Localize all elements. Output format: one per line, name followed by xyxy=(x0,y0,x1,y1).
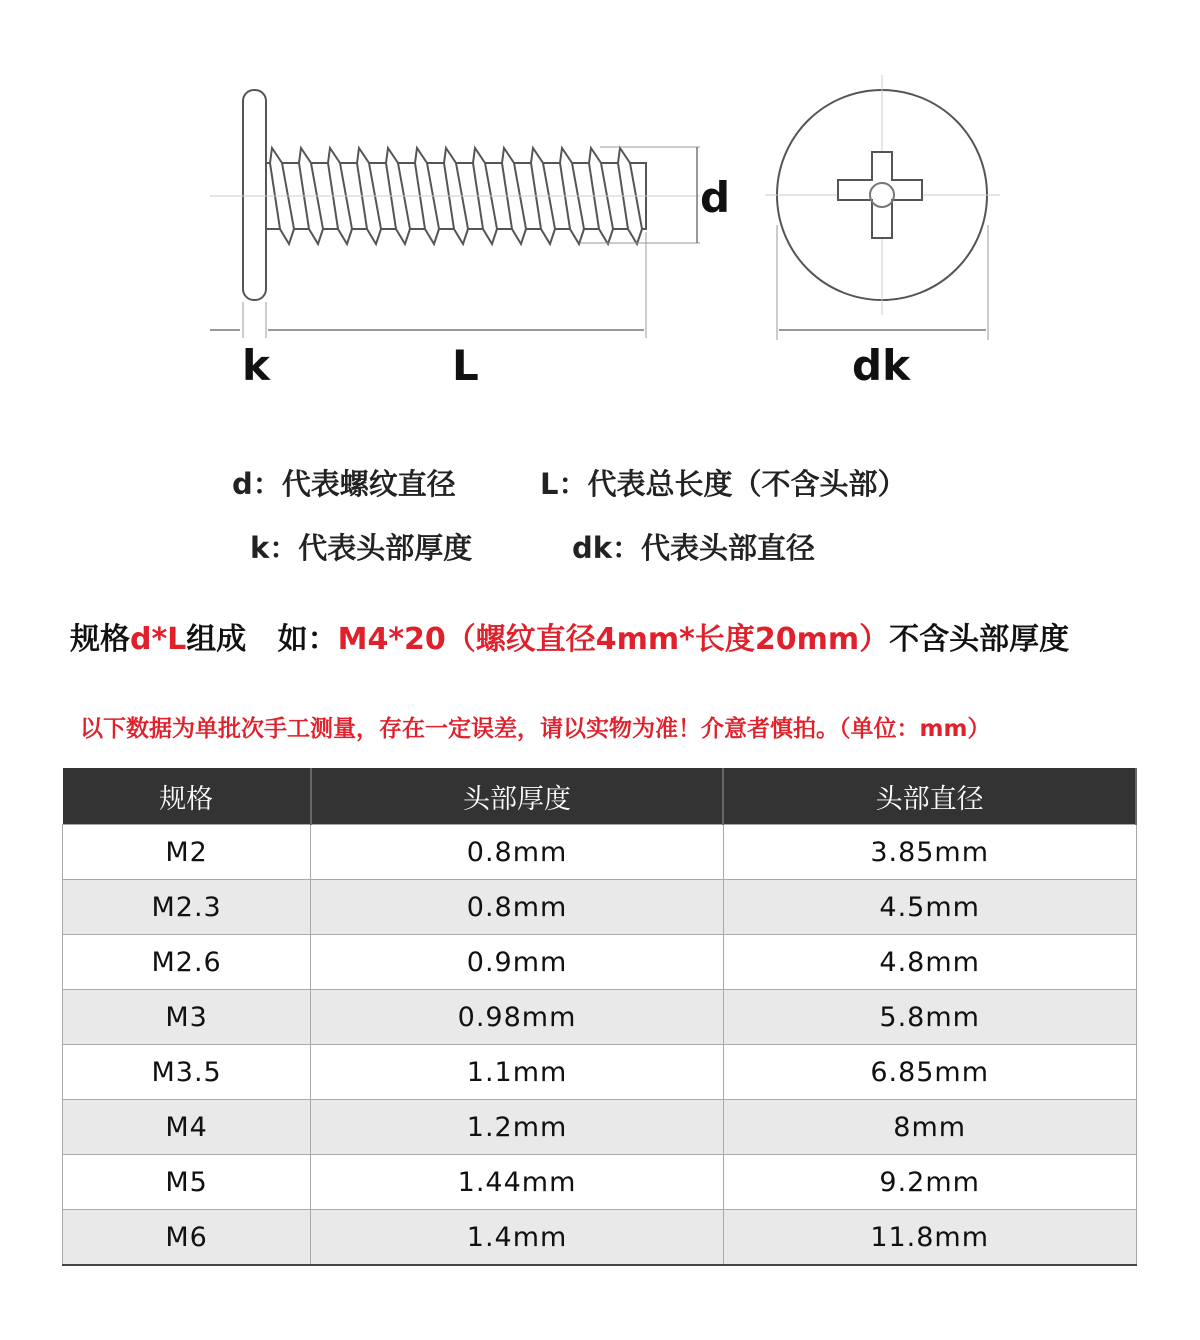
table-cell: 5.8mm xyxy=(723,990,1136,1045)
table-cell: 1.1mm xyxy=(311,1045,724,1100)
spec-suffix: 组成 xyxy=(186,622,247,657)
screw-head-side xyxy=(243,90,266,300)
table-cell: M4 xyxy=(63,1100,311,1155)
table-cell: M2.6 xyxy=(63,935,311,990)
table-cell: M5 xyxy=(63,1155,311,1210)
table-cell: 9.2mm xyxy=(723,1155,1136,1210)
table-cell: M3.5 xyxy=(63,1045,311,1100)
screw-diagram xyxy=(0,0,1200,400)
table-cell: M3 xyxy=(63,990,311,1045)
label-d: d xyxy=(700,173,731,222)
table-cell: 3.85mm xyxy=(723,825,1136,880)
column-header: 规格 xyxy=(63,768,311,825)
table-cell: 8mm xyxy=(723,1100,1136,1155)
table-cell: 1.4mm xyxy=(311,1210,724,1266)
table-row xyxy=(63,1155,1137,1210)
table-row xyxy=(63,825,1137,880)
spec-tail: 不含头部厚度 xyxy=(889,622,1070,657)
table-cell: M2 xyxy=(63,825,311,880)
table-cell: 0.8mm xyxy=(311,880,724,935)
legend-dk: dk：代表头部直径 xyxy=(572,531,816,565)
table-row xyxy=(63,1100,1137,1155)
table-cell: 0.8mm xyxy=(311,825,724,880)
spec-example: M4*20（螺纹直径4mm*长度20mm） xyxy=(337,622,890,657)
legend-d: d：代表螺纹直径 xyxy=(232,467,456,501)
spec-example-label: 如： xyxy=(277,622,338,657)
table-cell: 4.8mm xyxy=(723,935,1136,990)
table-row xyxy=(63,1045,1137,1100)
table-cell: 4.5mm xyxy=(723,880,1136,935)
label-k: k xyxy=(242,341,270,390)
table-row xyxy=(63,1210,1137,1266)
table-row xyxy=(63,880,1137,935)
table-cell: M2.3 xyxy=(63,880,311,935)
legend-k: k：代表头部厚度 xyxy=(250,531,473,565)
table-row xyxy=(63,935,1137,990)
column-header: 头部直径 xyxy=(723,768,1136,825)
table-row xyxy=(63,990,1137,1045)
spec-table xyxy=(62,768,1137,1266)
table-cell: 1.44mm xyxy=(311,1155,724,1210)
table-cell: 11.8mm xyxy=(723,1210,1136,1266)
table-cell: 0.9mm xyxy=(311,935,724,990)
column-header: 头部厚度 xyxy=(311,768,724,825)
spec-formula: d*L xyxy=(130,622,187,657)
measurement-note: 以下数据为单批次手工测量，存在一定误差，请以实物为准！介意者慎拍。（单位：mm） xyxy=(80,716,991,742)
spec-line xyxy=(70,614,1069,658)
table-cell: 1.2mm xyxy=(311,1100,724,1155)
label-L: L xyxy=(452,341,479,390)
label-dk: dk xyxy=(852,341,910,390)
table-cell: 6.85mm xyxy=(723,1045,1136,1100)
table-cell: M6 xyxy=(63,1210,311,1266)
spec-prefix: 规格 xyxy=(70,622,130,657)
table-cell: 0.98mm xyxy=(311,990,724,1045)
legend-L: L：代表总长度（不含头部） xyxy=(540,467,907,501)
